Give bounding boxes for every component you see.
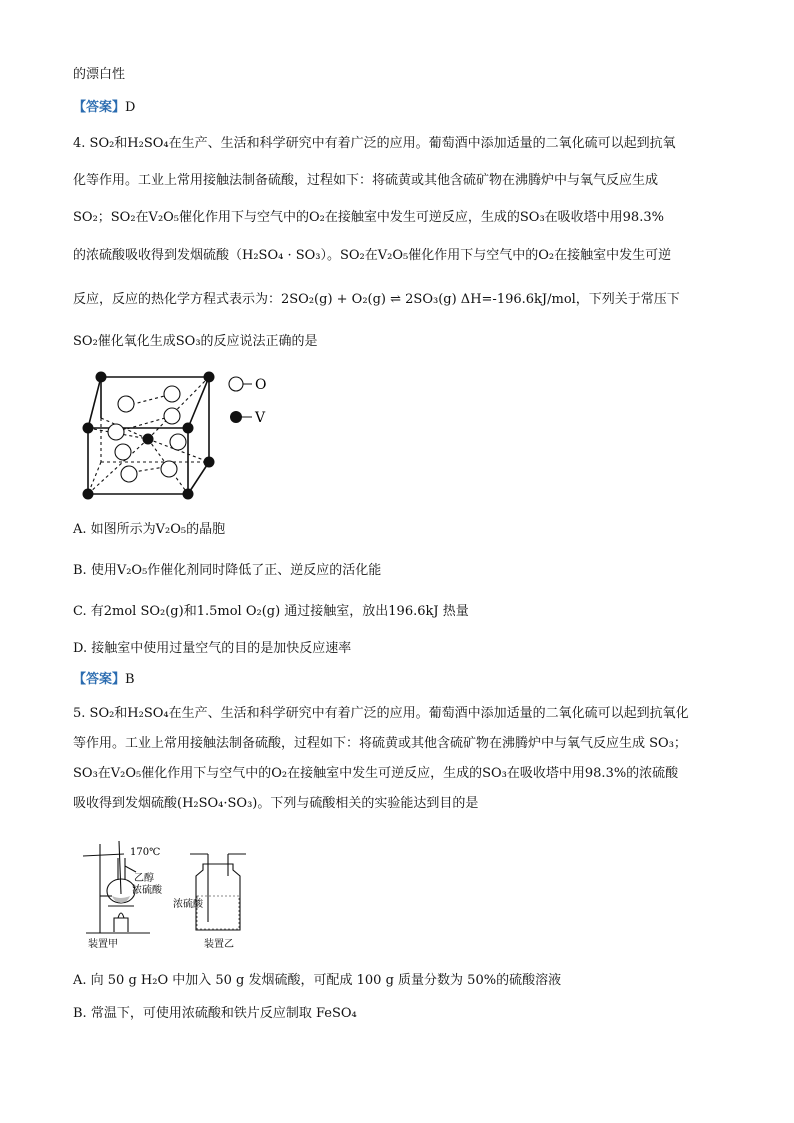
q4-line-4: 的浓硫酸吸收得到发烟硫酸（H₂SO₄ · SO₃）。SO₂在V₂O₅催化作用下与空气中的O₂在接触室中发生可逆 [73,248,672,263]
q4-option-a: A. 如图所示为V₂O₅的晶胞 [73,522,226,537]
answer-line [73,671,135,689]
apparatus-caption-a: 装置甲 [88,939,118,950]
q4-line-6: SO₂催化氧化生成SO₃的反应说法正确的是 [73,334,318,349]
q4-line-1: 4. SO₂和H₂SO₄在生产、生活和科学研究中有着广泛的应用。葡萄酒中添加适量的二氧化硫可以起到抗氧 [73,136,676,151]
legend-v [230,411,252,423]
apparatus-reagent1: 乙醇 [134,873,154,884]
q4-line-5: 反应，反应的热化学方程式表示为：2SO₂(g) + O₂(g) ⇌ 2SO₃(g) ΔH=-196.6kJ/mol，下列关于常压下 [73,292,680,307]
answer-value: B [125,672,135,687]
q5-line-3: SO₃在V₂O₅催化作用下与空气中的O₂在接触室中发生可逆反应，生成的SO₃在吸收塔中用98.3%的浓硫酸 [73,766,679,781]
q4-line-2: 化等作用。工业上常用接触法制备硫酸，过程如下：将硫黄或其他含硫矿物在沸腾炉中与氧气反应生成 [73,173,659,188]
q5-option-b: B. 常温下，可使用浓硫酸和铁片反应制取 FeSO₄ [73,1006,357,1021]
apparatus-temp: 170℃ [130,847,161,858]
q4-option-c: C. 有2mol SO₂(g)和1.5mol O₂(g) 通过接触室，放出196.6kJ 热量 [73,604,469,619]
answer-value: D [125,100,136,115]
apparatus-bottle-label: 浓硫酸 [173,899,203,910]
text-line: 的漂白性 [73,67,126,82]
q4-line-3: SO₂；SO₂在V₂O₅催化作用下与空气中的O₂在接触室中发生可逆反应，生成的SO₃在吸收塔中用98.3% [73,210,664,225]
legend-o-label: O [255,377,267,393]
legend-v-label: V [255,410,266,426]
q5-option-a: A. 向 50 g H₂O 中加入 50 g 发烟硫酸，可配成 100 g 质量分数为 50%的硫酸溶液 [73,973,562,988]
answer-bracket: 【答案】 [73,672,126,687]
apparatus-reagent2: 浓硫酸 [132,885,162,896]
q5-line-2: 等作用。工业上常用接触法制备硫酸，过程如下：将硫黄或其他含硫矿物在沸腾炉中与氧气反应生成 SO₃； [73,736,687,751]
q5-line-4: 吸收得到发烟硫酸(H₂SO₄·SO₃)。下列与硫酸相关的实验能达到目的是 [73,796,479,811]
q4-option-b: B. 使用V₂O₅作催化剂同时降低了正、逆反应的活化能 [73,563,382,578]
crystal-cell-figure [76,366,276,508]
legend-o [229,377,252,391]
apparatus-figure [78,836,258,952]
q4-option-d: D. 接触室中使用过量空气的目的是加快反应速率 [73,641,352,656]
q5-line-1: 5. SO₂和H₂SO₄在生产、生活和科学研究中有着广泛的应用。葡萄酒中添加适量的二氧化硫可以起到抗氧化 [73,706,689,721]
apparatus-caption-b: 装置乙 [204,939,234,950]
answer-bracket: 【答案】 [73,100,126,115]
answer-line [73,99,135,117]
